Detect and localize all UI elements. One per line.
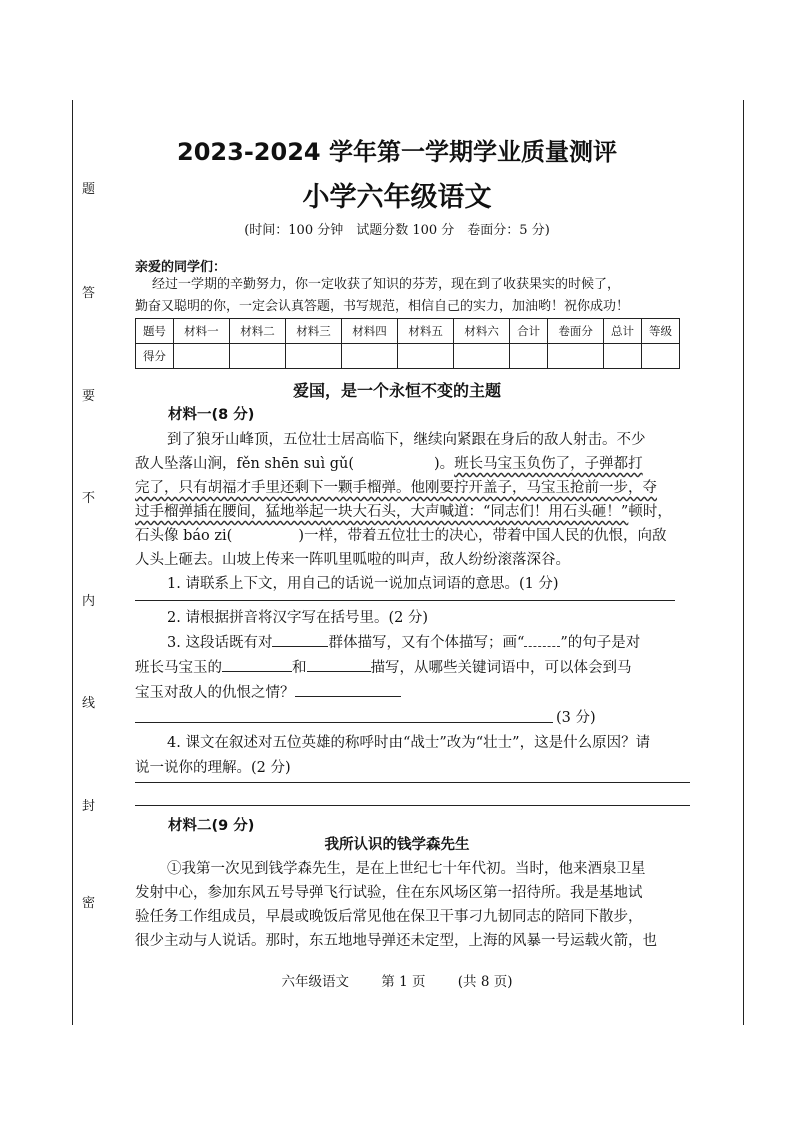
- margin-label: 题: [82, 182, 96, 197]
- margin-label: 密: [82, 896, 96, 911]
- table-header-cell: 卷面分: [548, 319, 604, 344]
- passage-text: 石头像 báo zi(: [135, 528, 233, 544]
- passage-line: [135, 452, 643, 473]
- answer-line[interactable]: [135, 782, 690, 783]
- answer-line[interactable]: [135, 805, 690, 806]
- table-header-cell: 材料五: [398, 319, 454, 344]
- passage-line: [135, 476, 657, 497]
- score-cell[interactable]: [173, 344, 229, 369]
- score-cell[interactable]: [398, 344, 454, 369]
- margin-label: 线: [82, 696, 96, 711]
- answer-blank[interactable]: [307, 657, 371, 672]
- passage-line: [135, 524, 666, 545]
- question-text: 和: [292, 660, 307, 676]
- answer-blank[interactable]: [295, 682, 401, 697]
- score-cell[interactable]: [604, 344, 642, 369]
- score-cell[interactable]: [342, 344, 398, 369]
- table-header-cell: 材料六: [454, 319, 510, 344]
- question-text: 宝玉对敌人的仇恨之情？: [135, 685, 295, 701]
- margin-label: 不: [82, 491, 96, 506]
- score-table-row: [136, 344, 680, 369]
- wavy-mark-sample: [524, 632, 560, 647]
- exam-title: 2023-2024 学年第一学期学业质量测评: [177, 138, 617, 166]
- answer-blank[interactable]: [232, 526, 298, 540]
- exam-info: (时间：100 分钟 试题分数 100 分 卷面分：5 分): [244, 223, 550, 238]
- article-title: 我所认识的钱学森先生: [324, 837, 470, 853]
- table-header-cell: 材料一: [173, 319, 229, 344]
- passage-text: )。: [434, 456, 455, 472]
- question-3-line: [135, 656, 632, 677]
- section-title: 爱国，是一个永恒不变的主题: [292, 381, 501, 400]
- score-table: [135, 318, 680, 369]
- page-footer: [0, 970, 794, 990]
- table-header-cell: 材料四: [342, 319, 398, 344]
- passage-text: 敌人坠落山涧，fěn shēn suì gǔ(: [135, 456, 355, 472]
- question-4-line: 说一说你的理解。(2 分): [135, 760, 291, 776]
- table-header-cell: 总计: [604, 319, 642, 344]
- question-text: 描写，从哪些关键词语中，可以体会到马: [370, 660, 632, 676]
- margin-label: 内: [82, 594, 96, 609]
- score-cell[interactable]: [229, 344, 285, 369]
- answer-blank[interactable]: [354, 454, 434, 468]
- passage-line: 很少主动与人说话。那时，东五地地导弹还未定型，上海的风暴一号运载火箭，也: [135, 933, 657, 949]
- table-header-cell: 合计: [510, 319, 548, 344]
- passage-line: ①我第一次见到钱学森先生，是在上世纪七十年代初。当时，他来酒泉卫星: [167, 861, 646, 877]
- score-cell[interactable]: [510, 344, 548, 369]
- passage-line: 验任务工作组成员，早晨或晚饭后常见他在保卫干事刁九韧同志的陪同下散步，: [135, 909, 643, 925]
- passage-line: 发射中心，参加东风五号导弹飞行试验，住在东风场区第一招待所。我是基地试: [135, 885, 643, 901]
- table-header-cell: 等级: [642, 319, 680, 344]
- question-1: 1. 请联系上下文，用自己的话说一说加点词语的意思。(1 分): [167, 576, 559, 592]
- intro-line: 勤奋又聪明的你，一定会认真答题，书写规范，相信自己的实力，加油哟！祝你成功！: [135, 299, 630, 314]
- score-cell[interactable]: [642, 344, 680, 369]
- material1-heading: 材料一(8 分): [168, 407, 255, 423]
- passage-line: 人头上砸去。山坡上传来一阵叽里呱啦的叫声，敌人纷纷滚落深谷。: [135, 552, 570, 568]
- question-3-line: [135, 681, 401, 702]
- passage-line: [135, 500, 672, 521]
- margin-label: 要: [82, 389, 96, 404]
- table-header-cell: 材料三: [285, 319, 341, 344]
- wavy-sentence: 完了，只有胡福才手里还剩下一颗手榴弹。他刚要拧开盖子，马宝玉抢前一步，夺: [135, 480, 657, 496]
- greeting: 亲爱的同学们：: [135, 260, 227, 275]
- question-text: 班长马宝玉的: [135, 660, 222, 676]
- material2-heading: 材料二(9 分): [168, 818, 255, 834]
- passage-text: 顿时，: [628, 504, 672, 520]
- score-cell[interactable]: [548, 344, 604, 369]
- table-header-cell: 材料二: [229, 319, 285, 344]
- question-2: 2. 请根据拼音将汉字写在括号里。(2 分): [167, 610, 429, 626]
- question-text: 群体描写，又有个体描写；画“: [328, 635, 525, 651]
- footer-total: (共 8 页): [457, 974, 513, 990]
- question-3: [167, 631, 640, 652]
- score-cell[interactable]: [454, 344, 510, 369]
- footer-subject: 六年级语文: [281, 974, 349, 990]
- answer-blank[interactable]: [222, 657, 292, 672]
- margin-label: 答: [82, 286, 96, 301]
- footer-page: 第 1 页: [381, 974, 426, 990]
- answer-line[interactable]: [135, 722, 553, 723]
- question-text: ”的句子是对: [560, 635, 641, 651]
- answer-line[interactable]: [135, 600, 675, 601]
- exam-subtitle: 小学六年级语文: [302, 182, 492, 213]
- question-3-score: (3 分): [556, 710, 596, 726]
- answer-blank[interactable]: [272, 632, 328, 647]
- passage-text: )一样，带着五位壮士的决心，带着中国人民的仇恨，向敌: [298, 528, 667, 544]
- score-cell[interactable]: [285, 344, 341, 369]
- passage-line: 到了狼牙山峰顶，五位壮士居高临下，继续向紧跟在身后的敌人射击。不少: [167, 432, 646, 448]
- question-4: 4. 课文在叙述对五位英雄的称呼时由“战士”改为“壮士”，这是什么原因？请: [167, 735, 651, 751]
- table-header-cell: 题号: [136, 319, 174, 344]
- wavy-sentence: 班长马宝玉负伤了，子弹都打: [454, 456, 643, 472]
- question-text: 3. 这段话既有对: [167, 635, 273, 651]
- intro-line: 经过一学期的辛勤努力，你一定收获了知识的芬芳，现在到了收获果实的时候了，: [152, 277, 621, 292]
- margin-label: 封: [82, 799, 96, 814]
- table-row-label: 得分: [136, 344, 174, 369]
- score-table-header-row: [136, 319, 680, 344]
- wavy-sentence: 过手榴弹插在腰间，猛地举起一块大石头，大声喊道：“同志们！用石头砸！”: [135, 504, 629, 520]
